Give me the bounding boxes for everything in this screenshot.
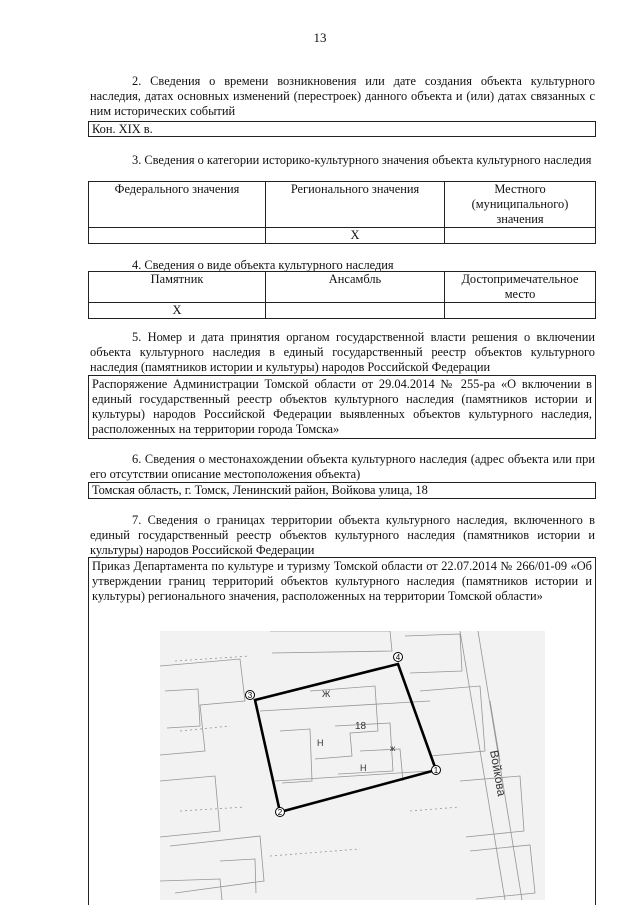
type-landmark-header: Достопримечательное место: [445, 272, 596, 303]
category-local-mark: [445, 228, 596, 244]
category-local-header: Местного (муниципального) значения: [445, 182, 596, 228]
section-6-value: Томская область, г. Томск, Ленинский район, Войкова улица, 18: [92, 483, 428, 497]
map-building-number: 18: [355, 721, 367, 732]
page-number: 13: [313, 30, 327, 45]
boundary-point-2: 2: [277, 808, 283, 817]
type-monument-mark: X: [89, 303, 266, 319]
boundary-point-1: 1: [433, 766, 439, 775]
category-federal-header: Федерального значения: [89, 182, 266, 228]
map-street-label: Войкова: [487, 749, 509, 798]
category-regional-header: Регионального значения: [266, 182, 445, 228]
category-regional-mark: X: [266, 228, 445, 244]
section-7-heading: 7. Сведения о границах территории объекта культурного наследия, включенного в единый государственный реестр объектов культурного наследия (памятников истории и культуры) народов Российской Федерации: [90, 513, 595, 557]
map-sublabel-3: Н: [360, 763, 367, 773]
boundary-point-4: 4: [395, 653, 401, 662]
map-sublabel-1: Н: [317, 738, 324, 748]
type-ensemble-header: Ансамбль: [266, 272, 445, 303]
section-7-value: Приказ Департамента по культуре и туризму Томской области от 22.07.2014 № 266/01-09 «Об утверждении границ территорий объектов культурного наследия (памятников истории и культуры) регионального значения, расположенных на территории Томской области»: [92, 559, 592, 603]
map-sublabel-2: ж: [390, 744, 396, 753]
section-2-heading: 2. Сведения о времени возникновения или дате создания объекта культурного наследия, датах основных изменений (перестроек) данного объекта и (или) датах связанных с ним исторических событий: [90, 74, 595, 118]
section-2-value: Кон. XIX в.: [92, 122, 153, 136]
category-table: [88, 181, 596, 244]
map-sublabel-0: Ж: [322, 689, 331, 699]
section-6-heading: 6. Сведения о местонахождении объекта культурного наследия (адрес объекта или при его отсутствии описание местоположения объекта): [90, 452, 595, 481]
boundary-map: [160, 631, 545, 900]
type-ensemble-mark: [266, 303, 445, 319]
boundary-map-drawing: [160, 631, 545, 900]
section-5-value: Распоряжение Администрации Томской области от 29.04.2014 № 255-ра «О включении в единый государственный реестр объектов культурного наследия (памятников истории и культуры) народов Российской Федерации выявленных объектов культурного наследия, расположенных на территории города Томска»: [88, 375, 596, 439]
category-federal-mark: [89, 228, 266, 244]
section-4-heading: 4. Сведения о виде объекта культурного наследия: [132, 258, 394, 272]
boundary-point-3: 3: [247, 691, 253, 700]
section-2-value-box: [88, 121, 596, 137]
type-landmark-mark: [445, 303, 596, 319]
section-5-heading: 5. Номер и дата принятия органом государственной власти решения о включении объекта культурного наследия в единый государственный реестр объектов культурного наследия (памятников истории и культуры) народов Российской Федерации: [90, 330, 595, 374]
section-6-value-box: [88, 482, 596, 499]
type-table: [88, 271, 596, 319]
section-3-heading: 3. Сведения о категории историко-культурного значения объекта культурного наследия: [132, 153, 592, 167]
type-monument-header: Памятник: [89, 272, 266, 303]
